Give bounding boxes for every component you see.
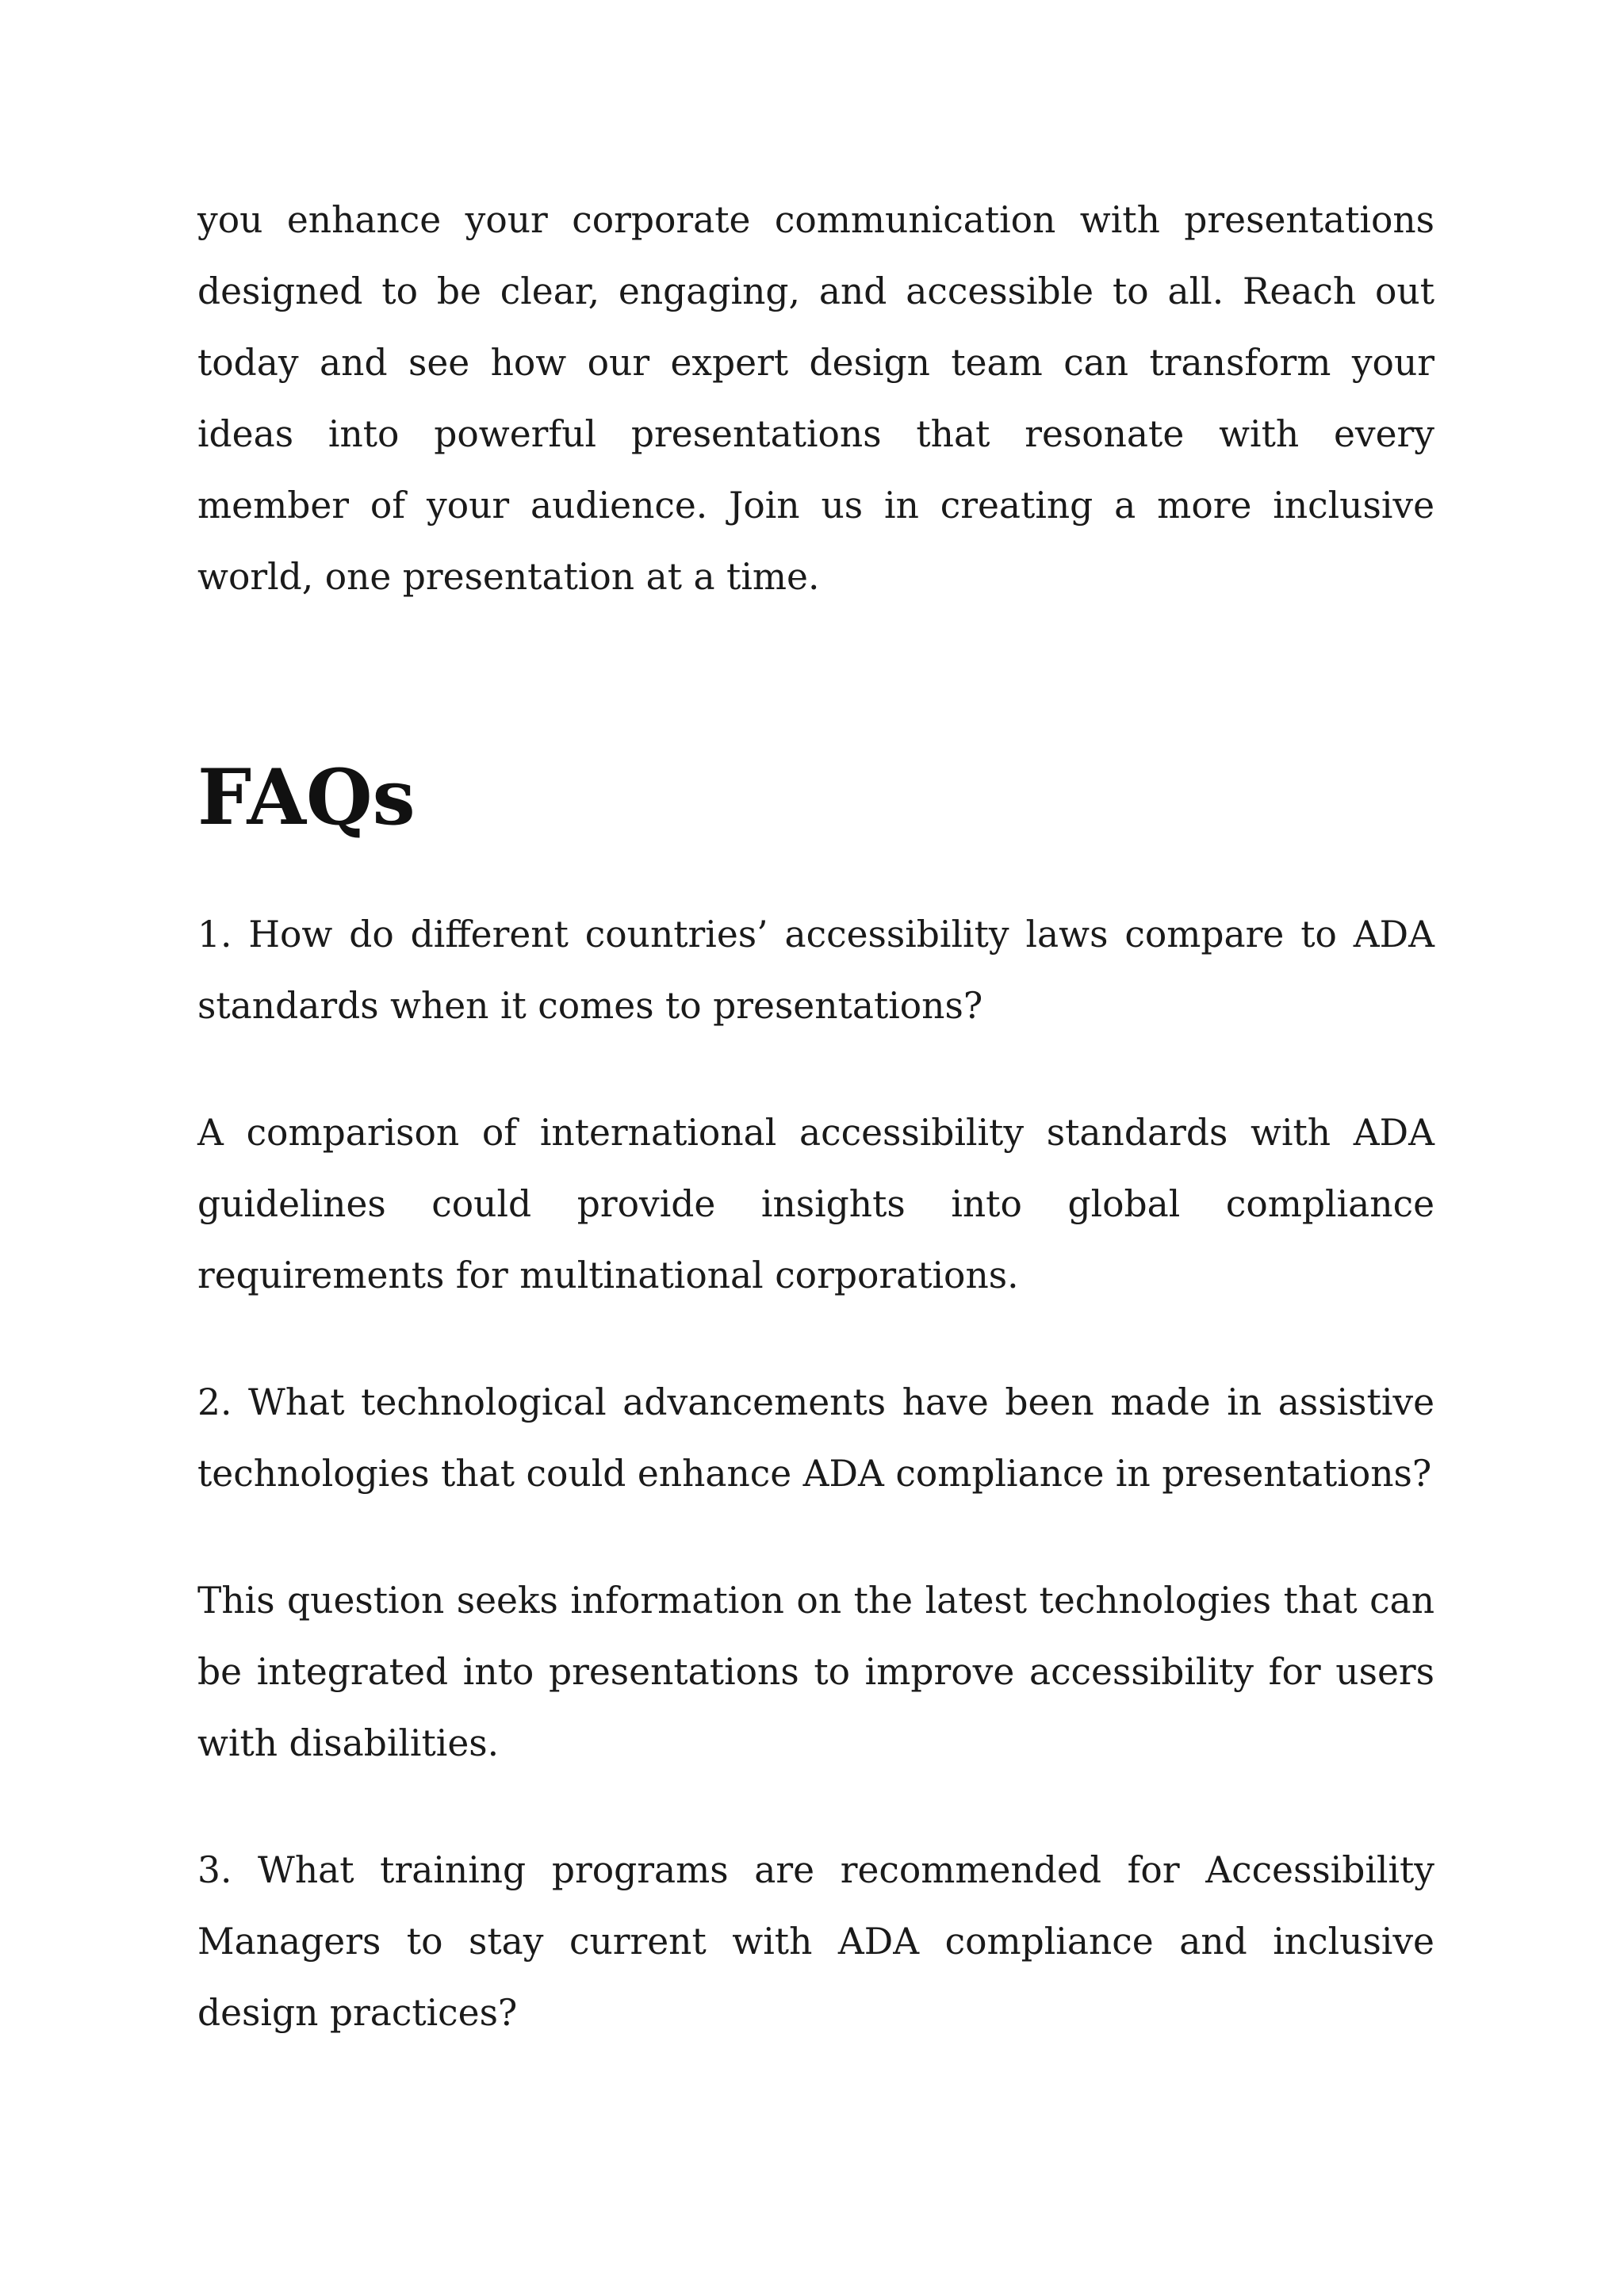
faq-item [197, 899, 1434, 1312]
faq-question: 3. What training programs are recommended for Accessibility Managers to stay current with ADA compliance and inclusive design practices? [197, 1849, 1434, 2034]
faq-heading: FAQs [197, 753, 416, 842]
intro-paragraph: you enhance your corporate communication with presentations designed to be clear, engaging, and accessible to all. Reach out today and see how our expert design team can transform your ideas into powerful presentations that resonate with every member of your audience. Join us in creating a more inclusive world, one presentation at a time. [197, 199, 1434, 598]
faq-item [197, 1367, 1434, 1779]
faq-item [197, 1835, 1434, 2049]
faq-list [197, 899, 1434, 2049]
faq-answer: A comparison of international accessibility standards with ADA guidelines could provide insights into global compliance requirements for multinational corporations. [197, 1112, 1434, 1296]
faq-answer: This question seeks information on the latest technologies that can be integrated into presentations to improve accessibility for users with disabilities. [197, 1580, 1434, 1764]
faq-question: 2. What technological advancements have been made in assistive technologies that could enhance ADA compliance in presentations? [197, 1381, 1434, 1495]
page-content [197, 185, 1434, 2049]
faq-question: 1. How do different countries’ accessibility laws compare to ADA standards when it comes to presentations? [197, 913, 1434, 1027]
